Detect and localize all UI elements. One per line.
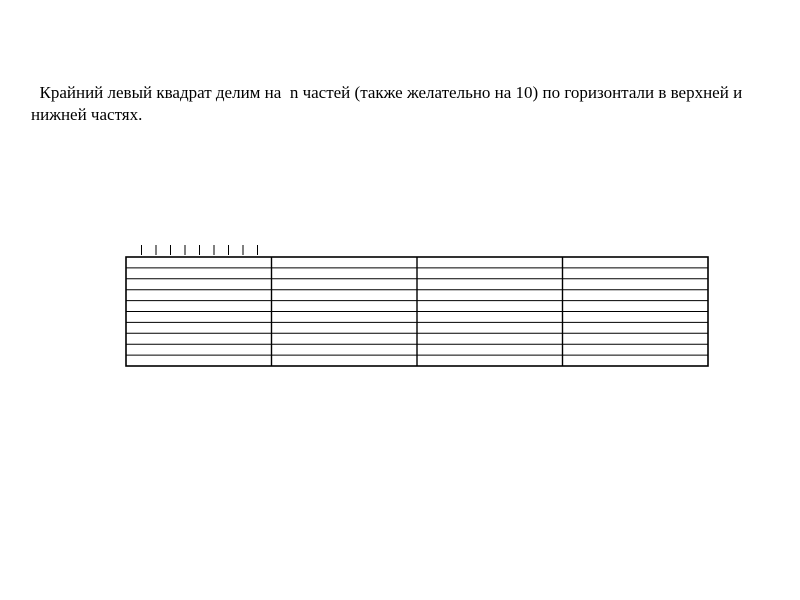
tick-marks [142,245,258,255]
instruction-text: Крайний левый квадрат делим на n частей (также желательно на 10) по горизонтали в верхней и нижней частях. [31,83,747,124]
